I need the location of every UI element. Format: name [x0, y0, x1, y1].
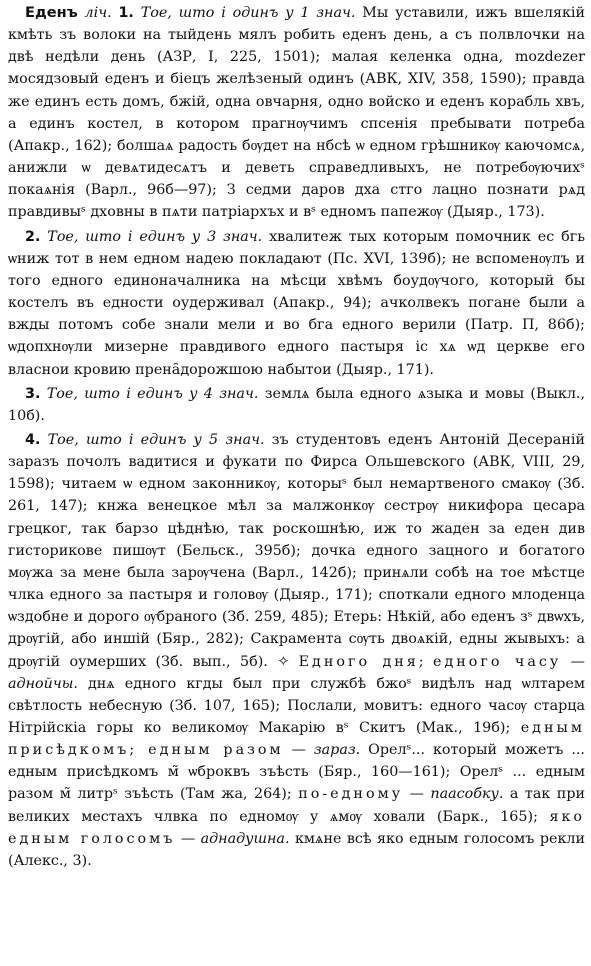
- text-run: Мы уставили, ижъ вшелякій кмѣть зъ волоки на тыйдень мялъ робить еденъ день, а съ полвлочки на двѣ недѣли день (АЗР, І, 225, 1501); малая келенка одна, mozdezer мосядзовый еденъ и біецъ желѣзеный одинъ (АВК, XIV, 358, 1590); правда же единъ есть домъ, бжій, одна овчарня, одно войско и еденъ корабль хвъ, а единъ костел, в котором прагнѹчимъ спсенія пребывати потреба (Апакр., 162); болшаѧ радость бѹдет на нбсѣ ѡ едном грѣшникѹ каючомсѧ, анижли ѡ девѧтидесѧтъ и деветь справедливыхъ, не потребѹючихˢ покаѧнія (Варл., 96б—97); З седми даров дха стго лацно познати рѧд правдивыˢ дховны в пѧти патріархъх и вˢ едномъ папежѹ (Дыяр., 173).: [8, 5, 586, 221]
- headword: Еденъ: [25, 4, 78, 21]
- italic-text: аднадушна.: [200, 830, 290, 847]
- sense-number: 3.: [25, 385, 41, 402]
- text-run: Орелˢ... который можетъ ... едным присѣдкомъ м̃ ѡброквъ зъѣсть (Бяр., 160—161); Орелˢ ... едным разом м̃ литрˢ зъѣсть (Там жа, 264);: [8, 742, 585, 803]
- text-run: [78, 5, 85, 21]
- italic-text: Тое, што і единъ у 4 знач.: [46, 385, 259, 402]
- italic-text: ліч.: [84, 5, 112, 21]
- text-run: кмѧне всѣ яко едным голосомъ рекли (Алекс., 3).: [8, 830, 585, 869]
- dictionary-entry-sense-4: [8, 429, 585, 872]
- dictionary-entry-sense-1: [8, 2, 585, 224]
- dictionary-entry-sense-3: [8, 383, 585, 427]
- text-run: хвалитеж тых которым помочник ес бгь ѡниж тот в нем едном надею покладают (Пс. XVI, 139б); не вспоменѹлъ и того едного единоначалника на мѣсци хвѣмъ боудѹчого, который бы костелъ въ едности оудерживал (Апакр., 94); ачколвекъ погане были а вжды потомъ собе знали мели и во бга едного верили (Патр. П, 86б); ѡдопхнѹли мизерне правдивого едного пастыря іс хѧ ѡд церкве его власнои кровию прена̑дорожшою набытои (Дыяр., 171).: [8, 228, 585, 378]
- italic-text: аднойчы.: [8, 675, 78, 692]
- sense-number: 2.: [25, 228, 41, 245]
- italic-text: Тое, што і одинъ у 1 знач.: [140, 5, 356, 21]
- text-run: —: [561, 653, 585, 670]
- text-run: ;: [418, 653, 434, 670]
- spaced-phrase: едным присѣдкомъ; едным разом: [8, 720, 585, 759]
- italic-text: зараз.: [313, 742, 361, 759]
- spaced-phrase: едного часу: [433, 653, 562, 670]
- spaced-phrase: яко едным голосомъ: [8, 808, 585, 847]
- text-run: —: [175, 830, 201, 847]
- text-run: днѧ едного кгды был при службѣ бжоˢ видѣлъ над ѡлтарем свѣтлость небесную (Зб. 107, 165); Послали, мовитъ: едного часѹ старца Нітрійскіа горы ко великомѹ Макарію вˢ Скитъ (Мак., 19б);: [8, 675, 585, 736]
- spaced-phrase: по-едному: [298, 786, 404, 803]
- text-run: [40, 432, 47, 448]
- text-run: зъ студентовъ еденъ Антоній Десераній заразъ почолъ вадитися и фукати по Фирса Ольшевского (АВК, VIII, 29, 1598); читаем ѡ едном законникѹ, которыˢ был немартвеного смакѹ (Зб. 261, 147); кнжа венецкое мѣл за малжонкѹ сестрѹ никифора цесара грецког, так барзо цѣднѣю, так роскошнѣю, иж то жаден за еден див гисторикове пишѹт (Бельск., 395б); дочка едного зацного и богатого мѹжа за мене была зарѹчена (Варл., 142б); принѧли собѣ на тое мѣстце члка едного за пастыря и головѹ (Дыяр., 171); споткали едного млоденца ѡздобне и дорого ѹбраного (Зб. 259, 485); Етерь: Нѣкій, або еденъ зˢ двѡхъ, дрѹгій, або иншій (Бяр., 282); Сакрамента сѹть двоѧкій, едны жывыхъ: а дрѹгій оумерших (Зб. вып., 5б). ✧: [8, 431, 585, 670]
- sense-number: 4.: [25, 431, 41, 448]
- italic-text: Тое, што і единъ у 3 знач.: [47, 228, 263, 245]
- sense-number: 1.: [118, 5, 134, 21]
- text-run: [134, 5, 141, 21]
- text-run: землѧ была едного ѧзыка и мовы (Выкл., 10б).: [8, 385, 586, 424]
- italic-text: Тое, што і единъ у 5 знач.: [47, 431, 265, 448]
- spaced-phrase: Едного дня: [298, 653, 419, 670]
- dictionary-entry-sense-2: [8, 226, 585, 381]
- italic-text: паасобку.: [430, 786, 504, 803]
- text-run: а так при великих местахъ члвка по едномѹ у ѧмѹ ховали (Барк., 165);: [8, 786, 586, 825]
- text-run: —: [283, 742, 314, 759]
- text-run: —: [403, 786, 431, 803]
